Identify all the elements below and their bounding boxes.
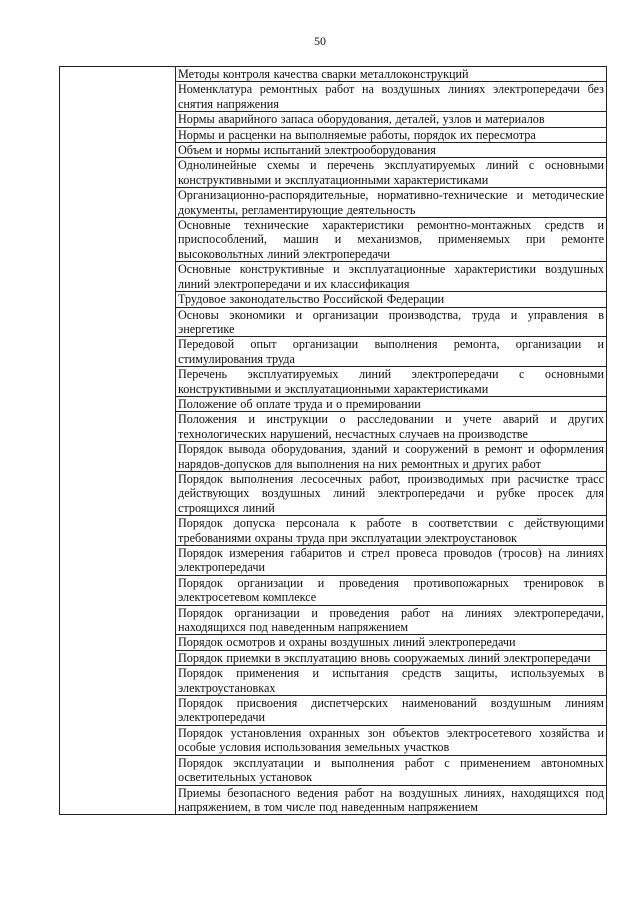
requirement-cell: Передовой опыт организации выполнения ремонта, организации и стимулирования труда bbox=[176, 337, 607, 367]
table-row bbox=[60, 67, 607, 82]
requirement-cell: Номенклатура ремонтных работ на воздушных линиях электропередачи без снятия напряжения bbox=[176, 82, 607, 112]
requirement-cell: Порядок организации и проведения противопожарных тренировок в электросетевом комплексе bbox=[176, 575, 607, 605]
requirement-cell: Порядок выполнения лесосечных работ, производимых при расчистке трасс действующих воздушных линий электропередачи и рубке просек для строящихся линий bbox=[176, 471, 607, 515]
requirement-cell: Нормы аварийного запаса оборудования, деталей, узлов и материалов bbox=[176, 112, 607, 127]
requirement-cell: Порядок присвоения диспетчерских наименований воздушным линиям электропередачи bbox=[176, 696, 607, 726]
requirement-cell: Методы контроля качества сварки металлоконструкций bbox=[176, 67, 607, 82]
requirement-cell: Порядок допуска персонала к работе в соответствии с действующими требованиями охраны труда при эксплуатации электроустановок bbox=[176, 516, 607, 546]
requirement-cell: Объем и нормы испытаний электрооборудования bbox=[176, 143, 607, 158]
requirement-cell: Положения и инструкции о расследовании и учете аварий и других технологических нарушений, несчастных случаев на производстве bbox=[176, 412, 607, 442]
requirement-cell: Порядок установления охранных зон объектов электросетевого хозяйства и особые условия использования земельных участков bbox=[176, 725, 607, 755]
requirement-cell: Порядок организации и проведения работ на линиях электропередачи, находящихся под наведенным напряжением bbox=[176, 605, 607, 635]
requirement-cell: Однолинейные схемы и перечень эксплуатируемых линий с основными конструктивными и эксплуатационными характеристиками bbox=[176, 158, 607, 188]
requirement-cell: Приемы безопасного ведения работ на воздушных линиях, находящихся под напряжением, в том числе под наведенным напряжением bbox=[176, 785, 607, 815]
requirement-cell: Основы экономики и организации производства, труда и управления в энергетике bbox=[176, 307, 607, 337]
requirement-cell: Порядок вывода оборудования, зданий и сооружений в ремонт и оформления нарядов-допусков для выполнения на них ремонтных и других работ bbox=[176, 442, 607, 472]
requirement-cell: Трудовое законодательство Российской Федерации bbox=[176, 292, 607, 307]
requirements-table-body bbox=[60, 67, 607, 815]
page-number: 50 bbox=[314, 34, 326, 48]
requirement-cell: Порядок применения и испытания средств защиты, используемых в электроустановках bbox=[176, 666, 607, 696]
requirement-cell: Порядок приемки в эксплуатацию вновь сооружаемых линий электропередачи bbox=[176, 650, 607, 665]
left-merged-cell bbox=[60, 67, 176, 815]
requirement-cell: Основные конструктивные и эксплуатационные характеристики воздушных линий электропередачи и их классификация bbox=[176, 262, 607, 292]
requirements-table bbox=[59, 66, 607, 815]
requirement-cell: Порядок осмотров и охраны воздушных линий электропередачи bbox=[176, 635, 607, 650]
requirement-cell: Порядок эксплуатации и выполнения работ с применением автономных осветительных установок bbox=[176, 755, 607, 785]
requirement-cell: Порядок измерения габаритов и стрел провеса проводов (тросов) на линиях электропередачи bbox=[176, 546, 607, 576]
requirement-cell: Основные технические характеристики ремонтно-монтажных средств и приспособлений, машин и механизмов, применяемых при ремонте высоковольтных линий электропередачи bbox=[176, 218, 607, 262]
requirement-cell: Перечень эксплуатируемых линий электропередачи с основными конструктивными и эксплуатационными характеристиками bbox=[176, 367, 607, 397]
requirement-cell: Нормы и расценки на выполняемые работы, порядок их пересмотра bbox=[176, 127, 607, 142]
requirement-cell: Положение об оплате труда и о премировании bbox=[176, 396, 607, 411]
requirement-cell: Организационно-распорядительные, нормативно-технические и методические документы, регламентирующие деятельность bbox=[176, 188, 607, 218]
